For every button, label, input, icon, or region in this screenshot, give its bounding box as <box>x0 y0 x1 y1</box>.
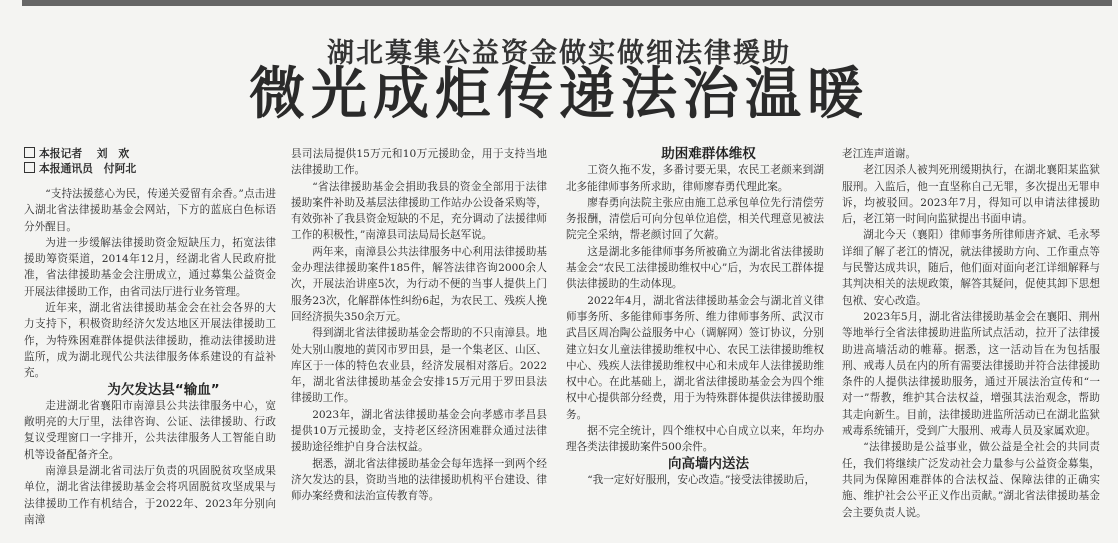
headline-kicker: 湖北募集公益资金做实做细法律援助 <box>327 38 791 69</box>
checkbox-icon <box>24 162 35 173</box>
paragraph: 廖春勇向法院主张应由施工总承包单位先行清偿劳务报酬，清偿后可向分包单位追偿，相关代理意见被法院完全采纳，帮老颜讨回了欠薪。 <box>566 196 824 242</box>
byline <box>24 146 276 176</box>
paragraph: 近年来，湖北省法律援助基金会在社会各界的大力支持下，积极资助经济欠发达地区开展法律援助工作，为特殊困难群体提供法律援助，推动法律援助进监所，成为湖北现代公共法律服务体系建设的有益补充。 <box>24 302 276 380</box>
paragraph: “法律援助是公益事业，做公益是全社会的共同责任，我们将继续广泛发动社会力量参与公益资金募集，共同为保障困难群体的合法权益、保障法律的正确实施、维护社会公平正义作出贡献。”湖北省法律援助基金会主要负责人说。 <box>842 441 1100 519</box>
paragraph: 老江因杀人被判死刑缓期执行，在湖北襄阳某监狱服刑。入监后，他一直坚称自己无罪，多次提出无罪申诉，均被驳回。2023年7月，得知可以申请法律援助后，老江第一时间向监狱提出书面申请。 <box>842 164 1100 226</box>
paragraph: 得到湖北省法律援助基金会帮助的不只南漳县。地处大别山腹地的黄冈市罗田县，是一个集老区、山区、库区于一体的特色农业县，经济发展相对落后。2022年，湖北省法律援助基金会安排15万元用于罗田县法律援助工作。 <box>291 327 547 405</box>
paragraph: “支持法援慈心为民，传递关爱留有余香。”点击进入湖北省法律援助基金会网站，下方的蓝底白色标语分外醒目。 <box>24 188 276 233</box>
subheading: 助困难群体维权 <box>661 146 756 162</box>
paragraph: 为进一步缓解法律援助资金短缺压力，拓宽法律援助筹资渠道，2014年12月，经湖北省人民政府批准，省法律援助基金会注册成立，通过募集公益资金开展法律援助工作，由省司法厅进行业务管理。 <box>24 236 276 298</box>
column-2 <box>291 146 547 505</box>
paragraph: 两年来，南漳县公共法律服务中心利用法律援助基金办理法律援助案件185件，解答法律咨询2000余人次，开展法治讲座5次，为行动不便的当事人提供上门服务23次，化解群体性纠纷6起，为农民工、残疾人挽回经济损失350余万元。 <box>291 245 547 323</box>
subheading: 向高墙内送法 <box>668 455 749 472</box>
headline <box>0 0 1118 135</box>
byline-reporter: 本报记者 刘 欢 <box>24 146 276 161</box>
paragraph: 老江连声道谢。 <box>842 148 917 160</box>
paragraph: 据不完全统计，四个维权中心自成立以来，年均办理各类法律援助案件500余件。 <box>566 425 824 454</box>
paragraph: 这是湖北多能律师事务所被确立为湖北省法律援助基金会“农民工法律援助维权中心”后，为农民工群体提供法律援助的生动体现。 <box>566 245 824 291</box>
paragraph: 2023年，湖北省法律援助基金会向孝感市孝昌县提供10万元援助金，支持老区经济困难群众通过法律援助途径维护自身合法权益。 <box>291 408 547 454</box>
paragraph: 2022年4月，湖北省法律援助基金会与湖北首义律师事务所、多能律师事务所、维力律师事务所、武汉市武昌区周冶陶公益服务中心（调解网）签订协议，分别建立妇女儿童法律援助维权中心、农民工法律援助维权中心、残疾人法律援助维权中心和未成年人法律援助维权中心。在此基础上，湖北省法律援助基金会为四个维权中心提供部分经费，用于为特殊群体提供法律援助服务。 <box>566 294 824 421</box>
column-1 <box>24 146 276 528</box>
paragraph: 走进湖北省襄阳市南漳县公共法律服务中心，宽敞明亮的大厅里，法律咨询、公证、法律援助、行政复议受理窗口一字排开，公共法律服务人工智能自助机等设备配备齐全。 <box>24 399 276 461</box>
headline-title: 微光成炬传递法治温暖 <box>249 62 869 127</box>
column-3 <box>566 146 824 488</box>
paragraph: “省法律援助基金会捐助我县的资金全部用于法律援助案件补助及基层法律援助工作站办公设备采购等，有效弥补了我县资金短缺的不足，充分调动了法援律师工作的积极性，”南漳县司法局局长赵军说。 <box>291 180 547 242</box>
subheading: 为欠发达县“输血” <box>107 381 220 398</box>
column-4 <box>842 146 1100 521</box>
paragraph: 南漳县是湖北省司法厅负责的巩固脱贫攻坚成果单位，湖北省法律援助基金会将巩固脱贫攻坚成果与法律援助工作有机结合，于2022年、2023年分别向南漳 <box>24 465 276 526</box>
paragraph: “我一定好好服刑，安心改造。”接受法律援助后， <box>587 473 816 486</box>
paragraph: 据悉，湖北省法律援助基金会每年选择一到两个经济欠发达的县，资助当地的法律援助机构平台建设、律师办案经费和法治宣传教育等。 <box>291 457 547 503</box>
byline-correspondent: 本报通讯员 付阿北 <box>24 161 276 176</box>
paragraph: 湖北今天（襄阳）律师事务所律师唐齐斌、毛永琴详细了解了老江的情况，就法律援助方向、工作重点等与民警达成共识，随后，他们面对面向老江详细解释与其判决相关的法规政策，解答其疑问，促使其卸下思想包袱、安心改造。 <box>842 229 1100 307</box>
paragraph: 2023年5月，湖北省法律援助基金会在襄阳、荆州等地举行全省法律援助进监所试点活动，拉开了法律援助进高墙活动的帷幕。据悉，这一活动旨在为包括服刑、戒毒人员在内的所有需要法律援助并符合法律援助条件的人提供法律援助服务，通过开展法治宣传和“一对一”帮教，维护其合法权益，增强其法治观念，帮助其走向新生。目前，法律援助进监所活动已在湖北监狱戒毒系统铺开，受到广大服刑、戒毒人员及家属欢迎。 <box>842 310 1100 438</box>
paragraph: 县司法局提供15万元和10万元援助金，用于支持当地法律援助工作。 <box>291 148 547 177</box>
paragraph: 工资久拖不发，多番讨要无果，农民工老颜来到湖北多能律师事务所求助，律师廖春勇代理此案。 <box>566 164 824 193</box>
checkbox-icon <box>24 147 35 158</box>
